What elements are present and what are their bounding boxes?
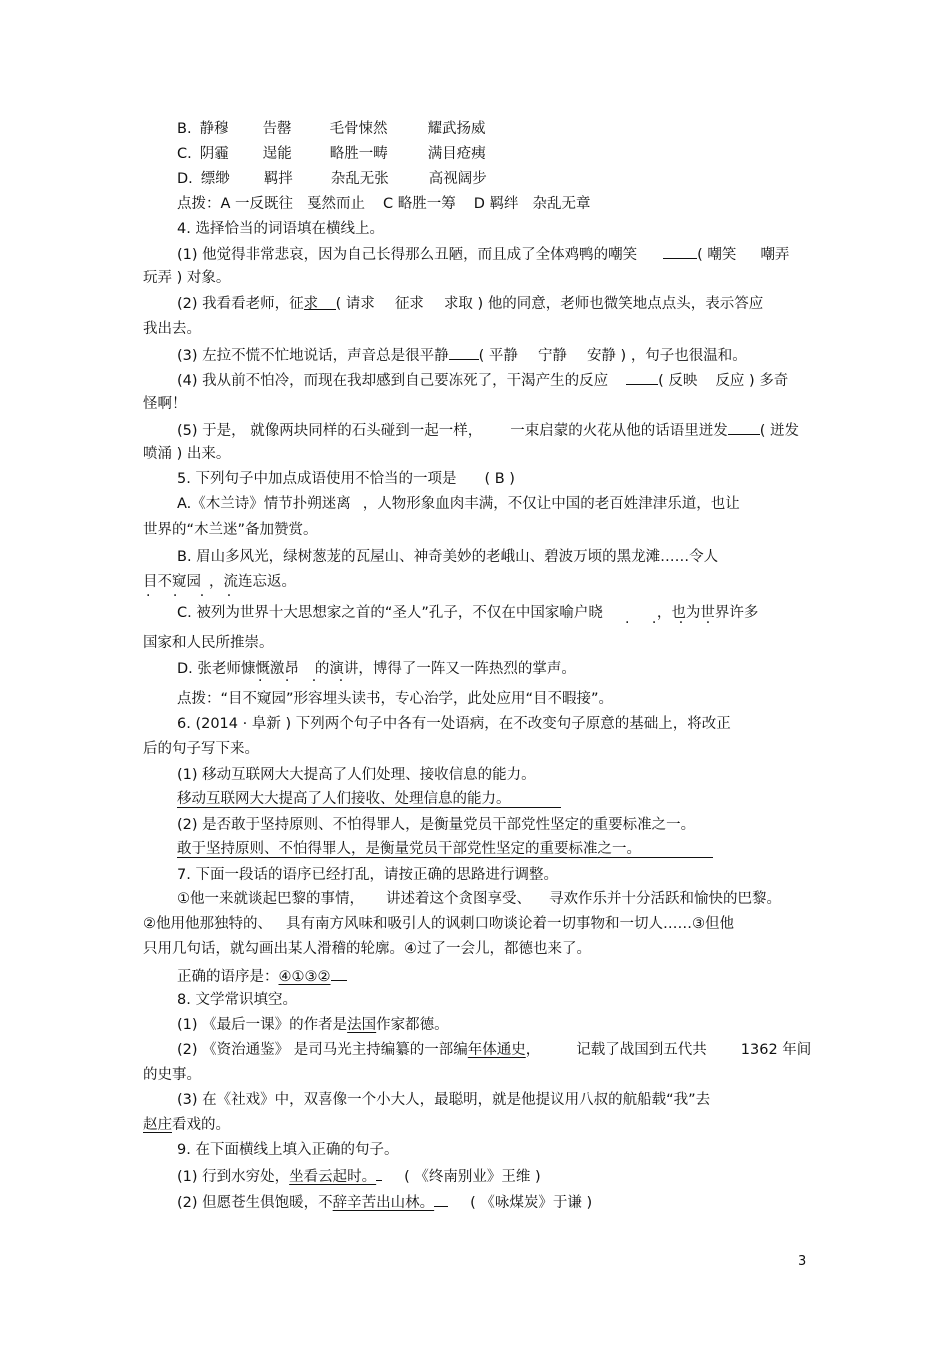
q6-title-cont: 后的句子写下来。: [143, 741, 259, 757]
option-d: D. 缥缈 羁拌 杂乱无张 高视阔步: [177, 171, 487, 187]
page-number: 3: [798, 1254, 807, 1269]
answer-blank: [728, 420, 760, 435]
q9-title: 9. 在下面横线上填入正确的句子。: [177, 1142, 399, 1158]
answer-underline: [177, 857, 713, 858]
q7-p1: ①他一来就谈起巴黎的事情， 讲述着这个贪图享受、 寻欢作乐并十分活跃和愉快的巴黎。: [177, 891, 781, 907]
q5-option-c: C. 被列为世界十大思想家之首的“圣人”孔子，不仅在中国家喻户晓 ，也为世界许多: [177, 605, 759, 621]
q4-s2-cont: 我出去。: [143, 321, 201, 337]
q7-p2: ②他用他那独特的、 具有南方风味和吸引人的讽刺口吻谈论着一切事物和一切人……③但他: [143, 916, 734, 932]
q7-answer: 正确的语序是：④①③②: [177, 966, 347, 986]
q5-option-d: D. 张老师慷慨激昂 的演讲，博得了一阵又一阵热烈的掌声。: [177, 661, 576, 677]
q8-s3-cont: 赵庄看戏的。: [143, 1117, 230, 1133]
q5-option-c-cont: 国家和人民所推崇。: [143, 635, 274, 651]
option-b: B. 静穆 告罄 毛骨悚然 耀武扬威: [177, 121, 486, 137]
q6-s2: (2) 是否敢于坚持原则、不怕得罪人，是衡量党员干部党性坚定的重要标准之一。: [177, 817, 696, 833]
q6-title: 6. (2014 · 阜新 ) 下列两个句子中各有一处语病，在不改变句子原意的基础上，将改正: [177, 716, 731, 732]
q9-s2: (2) 但愿苍生俱饱暖，不辞辛苦出山林。 ( 《咏煤炭》于谦 ): [177, 1192, 592, 1212]
q3-hint: 点拨：A 一反既往 戛然而止 C 略胜一筹 D 羁绊 杂乱无章: [177, 196, 591, 212]
q4-s2: (2) 我看看老师，征求 ( 请求 征求 求取 ) 他的同意，老师也微笑地点点头，表示答应: [177, 296, 764, 312]
q8-s2-cont: 的史事。: [143, 1067, 201, 1083]
q5-option-a-cont: 世界的“木兰迷”备加赞赏。: [143, 522, 318, 538]
q5-option-b-cont: 目不窥园 ，流连忘返。: [143, 574, 296, 590]
answer-blank: [626, 370, 658, 385]
q4-s1-cont: 玩弄 ) 对象。: [143, 270, 231, 286]
answer-underline: [177, 807, 561, 808]
q5-option-a: A.《木兰诗》情节扑朔迷离 ，人物形象血肉丰满，不仅让中国的老百姓津津乐道，也让: [177, 496, 740, 512]
q6-answer2: 敢于坚持原则、不怕得罪人，是衡量党员干部党性坚定的重要标准之一。: [177, 841, 641, 857]
emphasis-dots: · · · ·: [625, 615, 720, 631]
answer-blank: 求: [304, 295, 336, 310]
q8-title: 8. 文学常识填空。: [177, 992, 297, 1008]
q4-s4: (4) 我从前不怕冷，而现在我却感到自己要冻死了，干渴产生的反应 ( 反映 反应 ) 多奇: [177, 370, 788, 390]
q7-p3: 只用几句话，就勾画出某人滑稽的轮廓。④过了一会儿，都德也来了。: [143, 941, 591, 957]
q4-s5: (5) 于是， 就像两块同样的石头碰到一起一样， 一束启蒙的火花从他的话语里迸发 ( 迸发: [177, 420, 799, 440]
emphasis-dots: · · · ·: [258, 673, 353, 689]
q4-s5-cont: 喷涌 ) 出来。: [143, 446, 231, 462]
answer-blank: [663, 244, 697, 259]
q5-hint: 点拨：“目不窥园”形容埋头读书，专心治学，此处应用“目不暇接”。: [177, 691, 614, 707]
q4-s3: (3) 左拉不慌不忙地说话，声音总是很平静 ( 平静 宁静 安静 ) ，句子也很温和。: [177, 345, 747, 365]
q7-title: 7. 下面一段话的语序已经打乱，请按正确的思路进行调整。: [177, 867, 558, 883]
q4-title: 4. 选择恰当的词语填在横线上。: [177, 221, 384, 237]
q6-answer1: 移动互联网大大提高了人们接收、处理信息的能力。: [177, 791, 511, 807]
q4-s1: (1) 他觉得非常悲哀，因为自己长得那么丑陋，而且成了全体鸡鸭的嘲笑 ( 嘲笑 嘲弄: [177, 244, 789, 264]
q8-s1: (1) 《最后一课》的作者是法国作家都德。: [177, 1017, 449, 1033]
q9-s1: (1) 行到水穷处，坐看云起时。 ( 《终南别业》王维 ): [177, 1166, 541, 1186]
q5-title: 5. 下列句子中加点成语使用不恰当的一项是 ( B ): [177, 471, 515, 487]
q6-s1: (1) 移动互联网大大提高了人们处理、接收信息的能力。: [177, 767, 536, 783]
option-c: C. 阴霾 逞能 略胜一畴 满目疮痍: [177, 146, 486, 162]
q8-s2: (2) 《资治通鉴》 是司马光主持编纂的一部编年体通史， 记载了战国到五代共 1362 年间: [177, 1042, 812, 1058]
emphasis-dots: · · · ·: [146, 588, 241, 604]
q4-s4-cont: 怪啊！: [143, 396, 187, 412]
q8-s3: (3) 在《社戏》中，双喜像一个小大人，最聪明，就是他提议用八叔的航船载“我”去: [177, 1092, 711, 1108]
q5-option-b: B. 眉山多风光，绿树葱茏的瓦屋山、神奇美妙的老峨山、碧波万顷的黑龙滩……令人: [177, 549, 719, 565]
answer-blank: [449, 345, 479, 360]
